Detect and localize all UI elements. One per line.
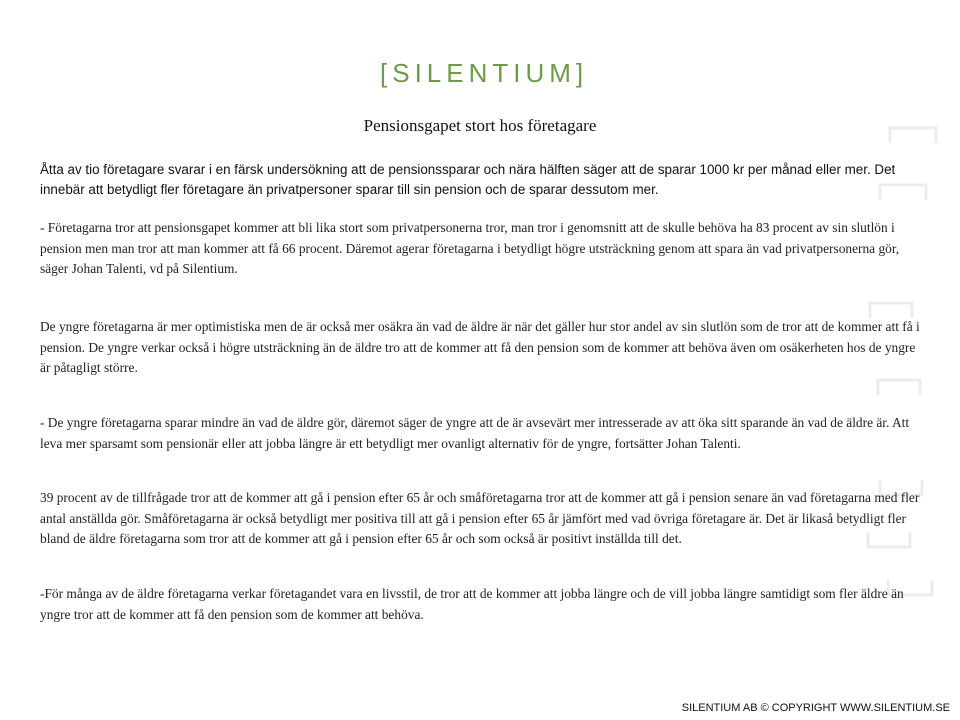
body-paragraph: -För många av de äldre företagarna verkar företagandet vara en livsstil, de tror att de kommer att jobba längre och de vill jobba längre samtidigt som fler äldre än yngre tror att de kommer att få den pension som de kommer att behöva.: [40, 586, 904, 622]
body-paragraph: - De yngre företagarna sparar mindre än vad de äldre gör, däremot säger de yngre att de är avsevärt mer intresserade av att öka sitt sparande än vad de äldre är. Att leva mer sparsamt som pensionär eller att jobba längre är ett betydligt mer ovanligt alternativ för de yngre, fortsätter Johan Talenti.: [40, 415, 910, 451]
copyright-footer: SILENTIUM AB © COPYRIGHT WWW.SILENTIUM.SE: [681, 702, 950, 714]
body-paragraph: - Företagarna tror att pensionsgapet kommer att bli lika stort som privatpersonerna tror, man tror i genomsnitt att de skulle behöva ha 83 procent av sin slutlön i pension men man tror att man kommer att få 66 procent. Däremot agerar företagarna i betydligt högre utsträckning genom att spara än vad privatpersonerna gör, säger Johan Talenti, vd på Silentium.: [40, 220, 900, 276]
body-paragraph: 39 procent av de tillfrågade tror att de kommer att gå i pension efter 65 år och småföretagarna tror att de kommer att gå i pension senare än vad företagarna med fler antal anställda gör. Småföretagarna är också betydligt mer positiva till att gå i pension efter 65 år jämfört med vad övriga företagare är. Det är likaså betydligt fler bland de äldre företagarna som tror att de kommer att gå i pension efter 65 år och som också är positivt inställda till det.: [40, 490, 920, 546]
lead-paragraph: Åtta av tio företagare svarar i en färsk undersökning att de pensionssparar och nära hälften säger att de sparar 1000 kr per månad eller mer. Det innebär att betydligt fler företagare än privatpersoner sparar till sin pension och de sparar dessutom mer.: [40, 162, 896, 197]
page-title: Pensionsgapet stort hos företagare: [363, 116, 597, 135]
silentium-logo: [SILENTIUM]: [380, 58, 589, 88]
body-paragraph: De yngre företagarna är mer optimistiska men de är också mer osäkra än vad de äldre är när det gäller hur stor andel av sin slutlön som de tror att de kommer att få i pension. De yngre verkar också i högre utsträckning än de äldre tro att de kommer att få den pension som de kommer att behöva även om osäkerheten hos de yngre är påtagligt större.: [40, 319, 920, 375]
